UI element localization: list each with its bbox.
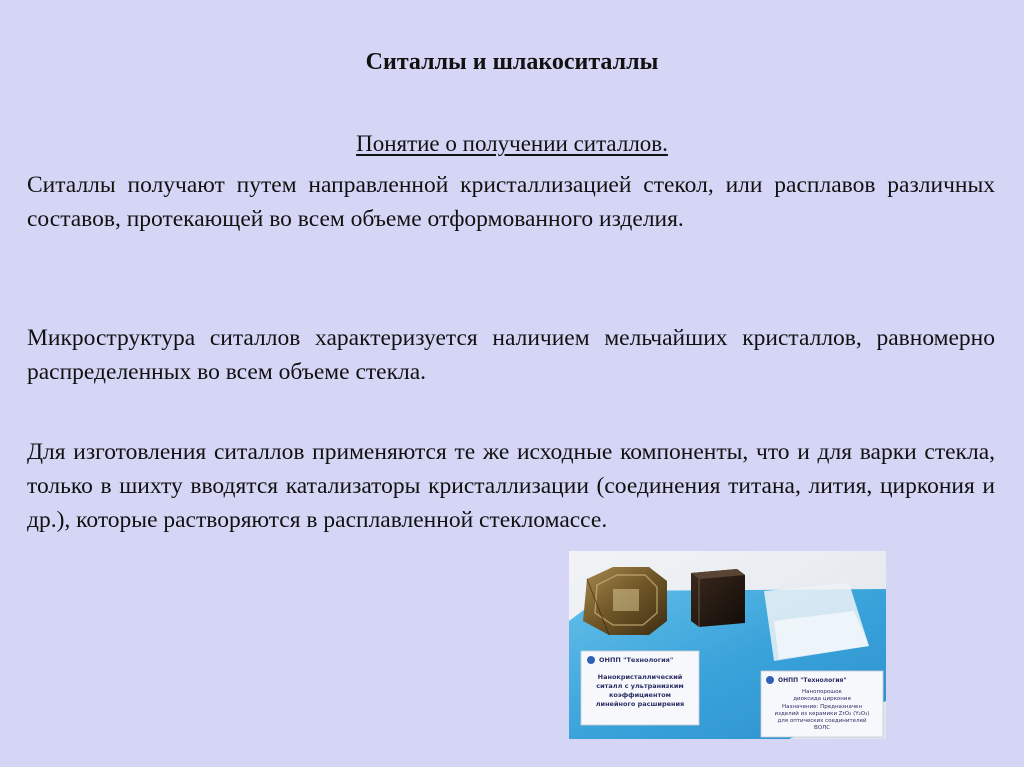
company-logo-icon [766, 676, 774, 684]
label-card-right [761, 671, 883, 737]
label-card-left [581, 651, 699, 725]
slide-subtitle: Понятие о получении ситаллов. [356, 131, 668, 156]
paragraph-manufacturing: Для изготовления ситаллов применяются те же исходные компоненты, что и для варки стекла, только в шихту вводятся катализаторы кристаллизации (соединения титана, лития, циркония и др.), которые растворяются в расплавленной стекломассе. [27, 439, 995, 533]
sitall-octagon-sample [583, 567, 667, 635]
sitall-cube-sample [691, 569, 745, 627]
card-right-line: диоксида циркония [793, 696, 851, 702]
paragraph-microstructure: Микроструктура ситаллов характеризуется наличием мельчайших кристаллов, равномерно распределенных во всем объеме стекла. [27, 325, 995, 385]
card-right-line: Назначение: Предназначен [781, 704, 863, 710]
sitall-samples-photo [569, 551, 886, 739]
card-right-line: Нанопорошок [801, 689, 843, 695]
paragraph-definition: Ситаллы получают путем направленной кристаллизацией стекол, или расплавов различных составов, протекающей во всем объеме отформованного изделия. [27, 172, 995, 232]
card-left-line: ситалл с ультранизким [596, 682, 684, 690]
card-right-brand: ОНПП "Технология" [778, 677, 847, 684]
slide-title: Ситаллы и шлакоситаллы [365, 49, 659, 75]
card-right-line: ВОЛС [813, 725, 831, 731]
card-right-line: изделий из керамики ZrO₂ (Y₂O₃) [774, 711, 870, 717]
company-logo-icon [587, 656, 595, 664]
card-left-line: коэффициентом [608, 691, 672, 699]
card-left-brand: ОНПП "Технология" [599, 656, 674, 664]
card-left-line: Нанокристаллический [597, 673, 683, 681]
card-left-line: линейного расширения [595, 700, 685, 708]
photo-illustration [569, 551, 886, 739]
card-right-line: для оптических соединителей [777, 718, 867, 724]
